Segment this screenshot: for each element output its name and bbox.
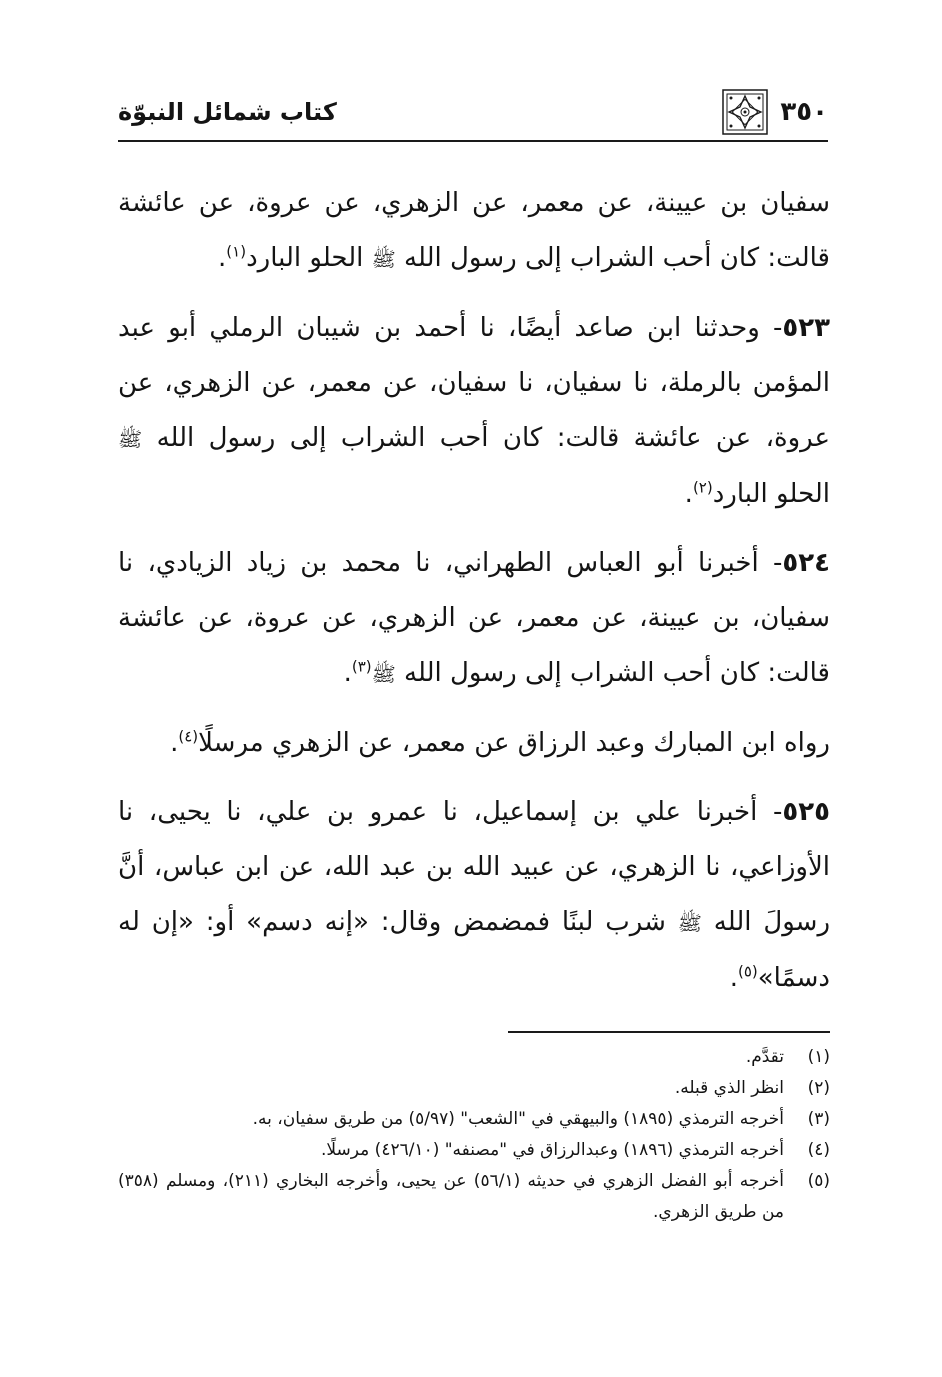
footnote-item	[118, 1135, 830, 1166]
p2-period: .	[684, 479, 693, 509]
footnote-number: (٢)	[807, 1078, 830, 1098]
paragraph-1	[118, 176, 830, 287]
p2-text-end: الحلو البارد	[712, 479, 830, 509]
p2-footnote-ref: (٢)	[692, 478, 713, 497]
footnote-text: أخرجه الترمذي (١٨٩٥) والبيهقي في "الشعب" (٥/٩٧) من طريق سفيان، به.	[252, 1109, 784, 1129]
paragraph-524	[118, 536, 830, 702]
p5-text-start: - أخبرنا علي بن إسماعيل، نا عمرو بن علي، نا يحيى، نا الأوزاعي، نا الزهري، عن عبيد الله بن عبد الله، عن ابن عباس، أنَّ رسولَ الله	[118, 797, 830, 937]
hadith-number-525: ٥٢٥	[782, 797, 830, 827]
p1-text-start: سفيان بن عيينة، عن معمر، عن الزهري، عن عروة، عن عائشة قالت: كان أحب الشراب إلى رسول الله	[118, 188, 830, 273]
footnote-text: انظر الذي قبله.	[674, 1078, 784, 1098]
p5-text-end: شرب لبنًا فمضمض وقال: «إنه دسم» أو: «إن له دسمًا»	[118, 907, 830, 993]
p5-footnote-ref: (٥)	[737, 962, 758, 981]
geometric-ornament-icon	[722, 89, 768, 135]
footnote-text: أخرجه أبو الفضل الزهري في حديثه (٥٦/١) عن يحيى، وأخرجه البخاري (٢١١)، ومسلم (٣٥٨) من طريق الزهري.	[118, 1171, 784, 1222]
p3-honorific: ﷺ	[371, 662, 396, 686]
main-text	[118, 176, 830, 1020]
footnote-number: (١)	[807, 1047, 830, 1067]
footnote-item	[118, 1073, 830, 1104]
header-page-block	[722, 89, 828, 135]
p1-text-end: الحلو البارد	[246, 243, 372, 273]
paragraph-mursal-note	[118, 716, 830, 771]
footnote-number: (٤)	[807, 1140, 830, 1160]
footnote-item	[118, 1104, 830, 1135]
book-title: كتاب شمائل النبوّة	[118, 98, 337, 126]
footnote-text: تقدَّم.	[745, 1047, 784, 1067]
header-divider	[118, 140, 828, 142]
p4-period: .	[170, 728, 179, 758]
p1-period: .	[218, 243, 227, 273]
p4-text: رواه ابن المبارك وعبد الرزاق عن معمر، عن الزهري مرسلًا	[198, 728, 830, 758]
footnote-divider	[508, 1031, 830, 1033]
footnote-text: أخرجه الترمذي (١٨٩٦) وعبدالرزاق في "مصنفه" (٤٢٦/١٠) مرسلًا.	[320, 1140, 784, 1160]
hadith-number-524: ٥٢٤	[782, 548, 830, 578]
p4-footnote-ref: (٤)	[178, 727, 199, 746]
p1-honorific: ﷺ	[371, 247, 396, 271]
footnote-item	[118, 1166, 830, 1228]
footnote-number: (٣)	[807, 1109, 830, 1129]
p3-footnote-ref: (٣)	[351, 657, 372, 676]
p2-text-start: - وحدثنا ابن صاعد أيضًا، نا أحمد بن شيبان الرملي أبو عبد المؤمن بالرملة، نا سفيان، نا سفيان، عن معمر، عن الزهري، عن عروة، عن عائشة قالت: كان أحب الشراب إلى رسول الله	[118, 313, 830, 453]
footnote-number: (٥)	[807, 1171, 830, 1191]
running-header	[118, 86, 828, 138]
paragraph-523	[118, 301, 830, 522]
p2-honorific: ﷺ	[118, 427, 143, 451]
p5-honorific: ﷺ	[677, 911, 702, 935]
hadith-number-523: ٥٢٣	[782, 313, 830, 343]
page-number: ٣٥٠	[780, 97, 828, 127]
p3-period: .	[343, 658, 352, 688]
p5-period: .	[729, 963, 738, 993]
footnote-item	[118, 1042, 830, 1073]
footnotes	[118, 1042, 830, 1228]
p1-footnote-ref: (١)	[226, 242, 247, 261]
p3-text-start: - أخبرنا أبو العباس الطهراني، نا محمد بن زياد الزيادي، نا سفيان، بن عيينة، عن معمر، عن الزهري، عن عروة، عن عائشة قالت: كان أحب الشراب إلى رسول الله	[118, 548, 830, 688]
paragraph-525	[118, 785, 830, 1006]
